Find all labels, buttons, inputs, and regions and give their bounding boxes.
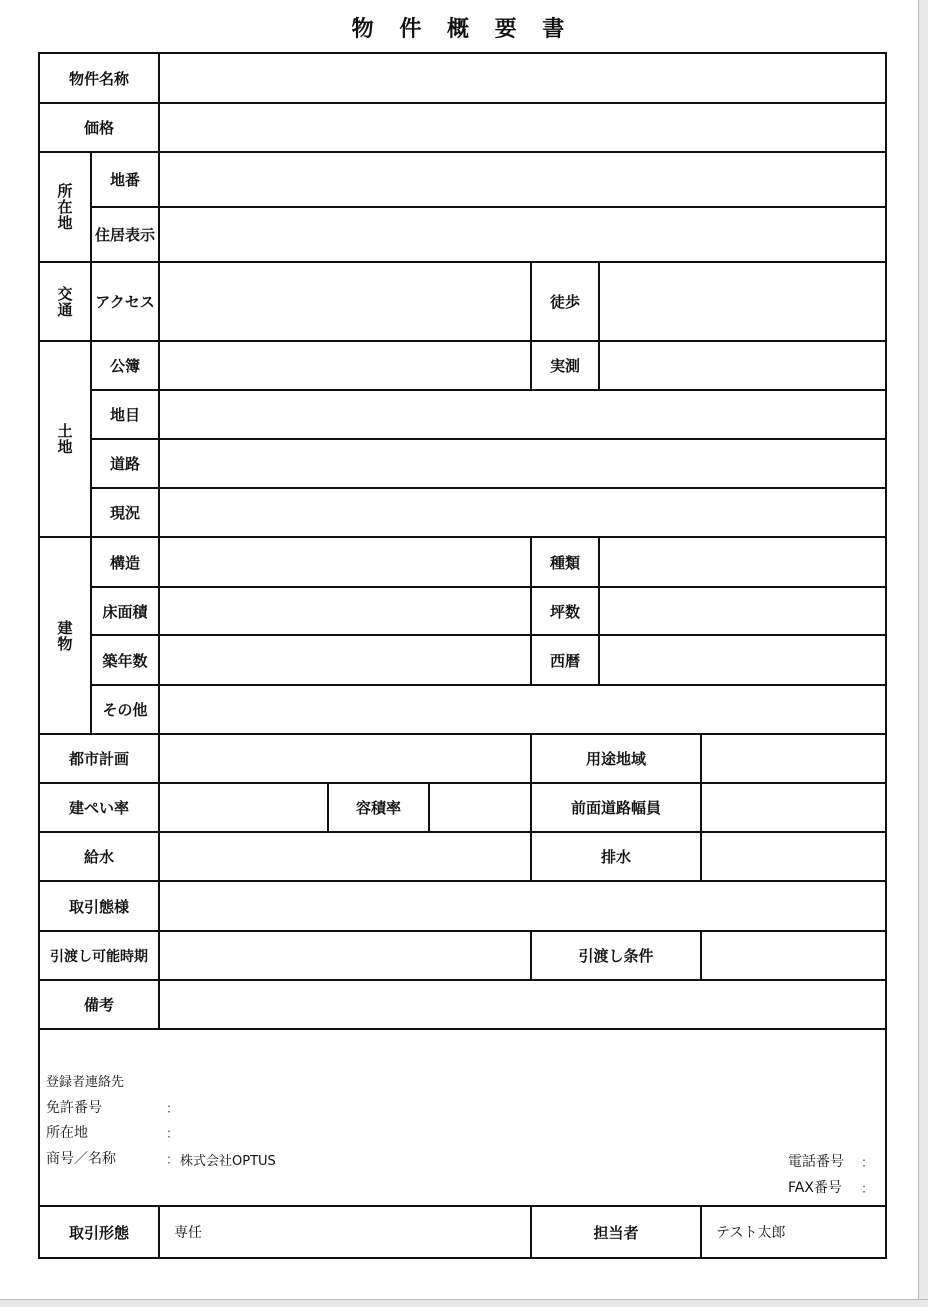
label-water-supply: 給水 xyxy=(83,848,114,866)
fax-label: FAX番号 xyxy=(788,1180,842,1196)
label-current-status: 現況 xyxy=(109,504,140,522)
label-residence-display: 住居表示 xyxy=(94,226,155,244)
label-person-in-charge: 担当者 xyxy=(593,1223,639,1242)
label-lot-number: 地番 xyxy=(109,171,140,189)
label-access: アクセス xyxy=(95,293,155,311)
company-name-colon: ： xyxy=(166,1153,180,1168)
label-measured: 実測 xyxy=(549,357,580,375)
label-handover-conditions: 引渡し条件 xyxy=(578,947,654,965)
label-western-year: 西暦 xyxy=(549,651,580,670)
label-land: 土地 xyxy=(55,423,74,455)
label-frontage-road-width: 前面道路幅員 xyxy=(570,799,661,817)
label-city-planning: 都市計画 xyxy=(68,750,129,768)
phone-label: 電話番号 xyxy=(788,1154,844,1170)
label-other: その他 xyxy=(102,701,148,719)
label-structure: 構造 xyxy=(109,553,140,572)
label-floor-area-ratio: 容積率 xyxy=(355,799,401,817)
label-registry: 公簿 xyxy=(109,357,140,375)
page-title: 物 件 概 要 書 xyxy=(351,17,574,42)
label-transport: 交通 xyxy=(55,285,74,318)
label-tsubo: 坪数 xyxy=(549,602,580,621)
label-property-name: 物件名称 xyxy=(68,69,129,88)
label-transaction-type: 取引形態 xyxy=(68,1223,129,1242)
company-name-label: 商号／名称 xyxy=(46,1151,116,1167)
phone-colon: ： xyxy=(861,1156,875,1171)
page-edge xyxy=(918,0,928,1306)
address-colon: ： xyxy=(166,1127,180,1142)
label-building: 建物 xyxy=(55,619,74,652)
label-road: 道路 xyxy=(109,455,140,473)
label-land-category: 地目 xyxy=(109,406,140,424)
label-building-age: 築年数 xyxy=(102,651,148,670)
address-label: 所在地 xyxy=(46,1125,88,1141)
label-use-zone: 用途地域 xyxy=(585,750,646,768)
fax-colon: ： xyxy=(861,1182,875,1197)
property-overview-form xyxy=(38,52,887,1259)
label-kind: 種類 xyxy=(549,553,580,572)
license-number-label: 免許番号 xyxy=(46,1100,102,1116)
company-name-value: 株式会社OPTUS xyxy=(180,1154,276,1169)
label-transaction-mode: 取引態様 xyxy=(68,897,129,916)
label-building-coverage: 建ぺい率 xyxy=(68,799,129,817)
label-drainage: 排水 xyxy=(600,848,631,866)
label-location: 所在地 xyxy=(55,183,74,231)
label-walk: 徒歩 xyxy=(549,293,580,311)
contact-heading: 登録者連絡先 xyxy=(46,1075,125,1090)
label-price: 価格 xyxy=(83,119,114,137)
transaction-type-value: 専任 xyxy=(174,1225,202,1241)
license-number-colon: ： xyxy=(166,1102,180,1117)
label-remarks: 備考 xyxy=(83,996,114,1014)
label-floor-area: 床面積 xyxy=(102,602,148,621)
label-handover-timing: 引渡し可能時期 xyxy=(50,948,148,965)
person-in-charge-value: テスト太郎 xyxy=(716,1225,786,1241)
